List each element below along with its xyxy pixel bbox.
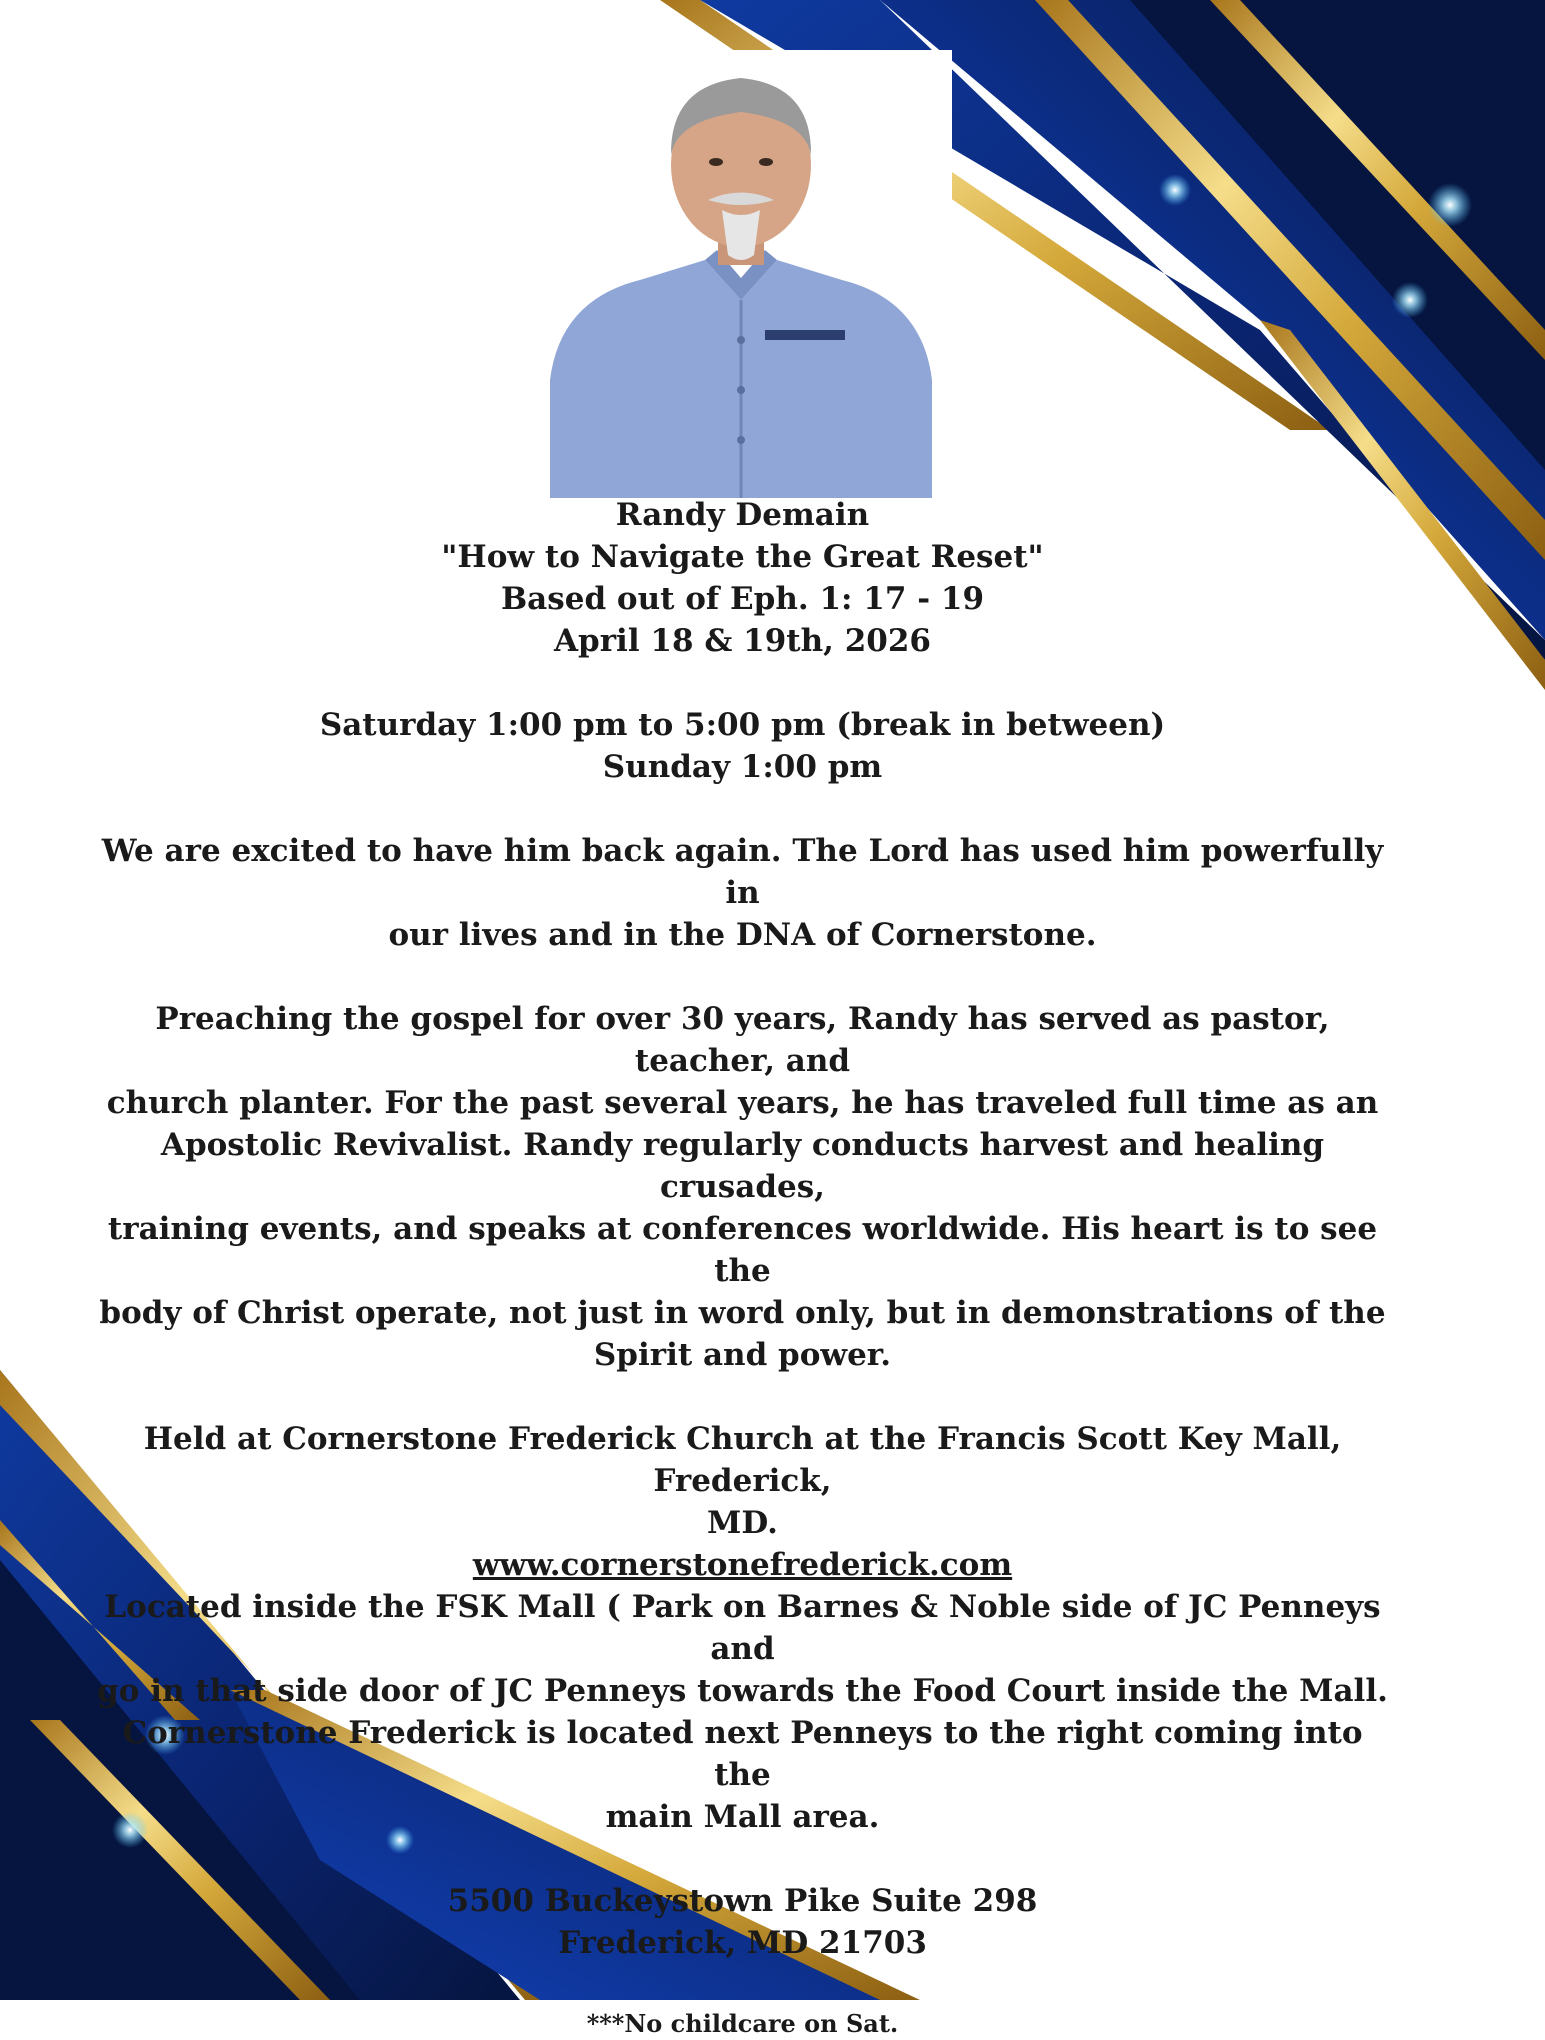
event-dates: April 18 & 19th, 2026 bbox=[554, 623, 931, 659]
schedule-saturday: Saturday 1:00 pm to 5:00 pm (break in between) bbox=[319, 707, 1166, 743]
scripture-reference: Based out of Eph. 1: 17 - 19 bbox=[500, 581, 985, 617]
address-city: Frederick, MD 21703 bbox=[558, 1925, 927, 1961]
directions-line-2: go in that side door of JC Penneys towards the Food Court inside the Mall. bbox=[97, 1673, 1388, 1709]
venue-line-2: MD. bbox=[707, 1505, 778, 1541]
intro-line-2: our lives and in the DNA of Cornerstone. bbox=[388, 917, 1097, 953]
bio-line-6: Spirit and power. bbox=[593, 1337, 892, 1373]
directions-line-4: main Mall area. bbox=[605, 1799, 880, 1835]
event-title: "How to Navigate the Great Reset" bbox=[441, 539, 1044, 575]
childcare-note: ***No childcare on Sat. bbox=[586, 2009, 899, 2038]
schedule-sunday: Sunday 1:00 pm bbox=[602, 749, 883, 785]
address-street: 5500 Buckeystown Pike Suite 298 bbox=[447, 1883, 1038, 1919]
bio-line-1: Preaching the gospel for over 30 years, Randy has served as pastor, teacher, and bbox=[155, 1001, 1330, 1079]
website-link[interactable]: www.cornerstonefrederick.com bbox=[472, 1547, 1013, 1583]
speaker-photo bbox=[530, 50, 952, 498]
bio-line-3: Apostolic Revivalist. Randy regularly conducts harvest and healing crusades, bbox=[160, 1127, 1325, 1205]
event-details bbox=[95, 494, 1390, 2040]
directions-line-1: Located inside the FSK Mall ( Park on Barnes & Noble side of JC Penneys and bbox=[104, 1589, 1381, 1667]
intro-line-1: We are excited to have him back again. The Lord has used him powerfully in bbox=[101, 833, 1384, 911]
venue-line-1: Held at Cornerstone Frederick Church at the Francis Scott Key Mall, Frederick, bbox=[143, 1421, 1342, 1499]
bio-line-5: body of Christ operate, not just in word only, but in demonstrations of the bbox=[99, 1295, 1386, 1331]
directions-line-3: Cornerstone Frederick is located next Penneys to the right coming into the bbox=[122, 1715, 1363, 1793]
speaker-name: Randy Demain bbox=[615, 497, 870, 533]
bio-line-2: church planter. For the past several years, he has traveled full time as an bbox=[106, 1085, 1379, 1121]
bio-line-4: training events, and speaks at conferences worldwide. His heart is to see the bbox=[107, 1211, 1378, 1289]
